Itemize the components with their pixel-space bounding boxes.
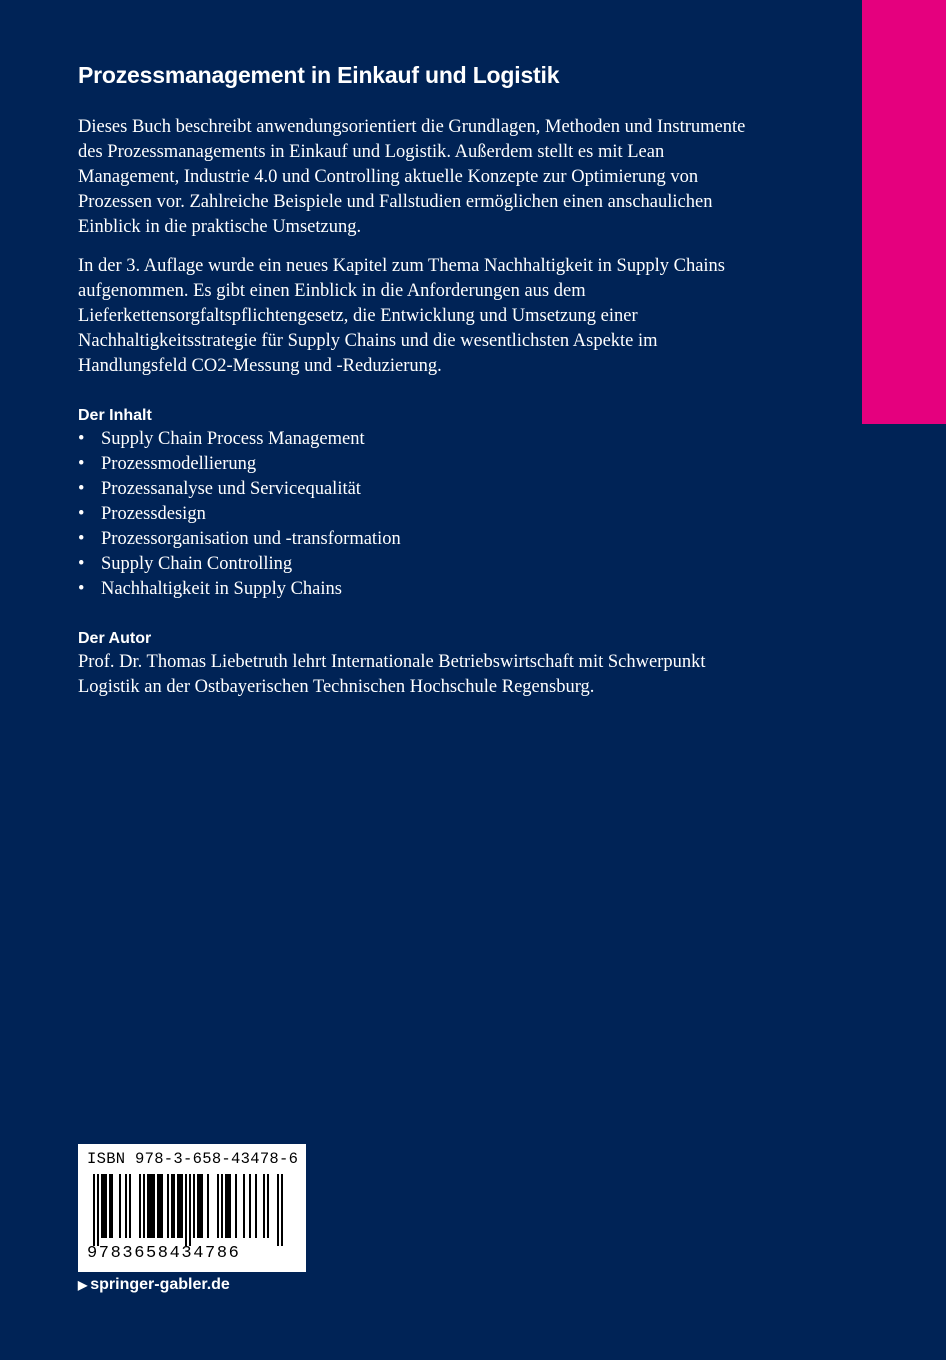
barcode-bar (243, 1174, 245, 1238)
barcode-bar (173, 1174, 175, 1238)
bullet-icon: • (78, 454, 85, 474)
barcode-bar (167, 1174, 169, 1238)
author-heading: Der Autor (78, 630, 152, 647)
author-bio: Prof. Dr. Thomas Liebetruth lehrt Internationale Betriebswirtschaft mit Schwerpunkt Logistik an der Ostbayerischen Technischen Hochschule Regensburg. (78, 652, 706, 697)
barcode-bar (157, 1174, 159, 1238)
website-url: springer-gabler.de (90, 1276, 230, 1293)
barcode-bar (225, 1174, 227, 1238)
barcode-bar (109, 1174, 111, 1238)
arrow-right-icon: ▶ (78, 1278, 88, 1292)
barcode-bar (189, 1174, 191, 1246)
barcode-bar (129, 1174, 131, 1238)
barcode-bar (199, 1174, 201, 1238)
barcode-bar (255, 1174, 257, 1238)
barcode-bar (221, 1174, 223, 1238)
bullet-icon: • (78, 479, 85, 499)
barcode-bar (249, 1174, 251, 1238)
barcode-bar (97, 1174, 99, 1246)
barcode-bar (93, 1174, 95, 1246)
barcode-bar (227, 1174, 229, 1238)
book-title: Prozessmanagement in Einkauf und Logistik (78, 62, 560, 88)
barcode-bar (181, 1174, 183, 1238)
barcode-bar (105, 1174, 107, 1238)
barcode-bar (263, 1174, 265, 1238)
list-item: • Supply Chain Process Management (78, 427, 778, 452)
list-item: • Prozessdesign (78, 502, 778, 527)
bullet-icon: • (78, 429, 85, 449)
bullet-icon: • (78, 579, 85, 599)
barcode-bar (201, 1174, 203, 1238)
barcode-bar (139, 1174, 141, 1238)
bullet-icon: • (78, 554, 85, 574)
description-paragraph-1: Dieses Buch beschreibt anwendungsorientiert die Grundlagen, Methoden und Instrumente des Prozessmanagements in Einkauf und Logistik. Außerdem stellt es mit Lean Management, Industrie 4.0 und Controlling aktuelle Konzepte zur Optimierung von Prozessen vor. Zahlreiche Beispiele und Fallstudien ermöglichen einen anschaulichen Einblick in die praktische Umsetzung. (78, 117, 746, 237)
barcode-digits: 9783658434786 (87, 1244, 241, 1263)
barcode-bar (171, 1174, 173, 1238)
list-item: • Nachhaltigkeit in Supply Chains (78, 577, 778, 602)
barcode-bar (125, 1174, 127, 1238)
accent-bar (862, 0, 946, 424)
list-item: • Prozessmodellierung (78, 452, 778, 477)
barcode-bar (153, 1174, 155, 1238)
barcode-bar (185, 1174, 187, 1246)
barcode-bar (161, 1174, 163, 1238)
barcode-bar (143, 1174, 145, 1238)
barcode-bar (119, 1174, 121, 1238)
bullet-icon: • (78, 504, 85, 524)
barcode-bar (207, 1174, 209, 1238)
back-cover-content (78, 62, 778, 700)
barcode-bar (149, 1174, 151, 1238)
barcode-bar (179, 1174, 181, 1238)
content-heading: Der Inhalt (78, 407, 152, 424)
barcode-bar (103, 1174, 105, 1238)
publisher-website[interactable] (78, 1276, 230, 1294)
barcode-bar (111, 1174, 113, 1238)
barcode-bar (229, 1174, 231, 1238)
barcode-bar (193, 1174, 195, 1238)
barcode-bar (235, 1174, 237, 1238)
barcode-bar (281, 1174, 283, 1246)
barcode-bar (197, 1174, 199, 1238)
barcode-bar (151, 1174, 153, 1238)
description-paragraph-2: In der 3. Auflage wurde ein neues Kapitel zum Thema Nachhaltigkeit in Supply Chains aufgenommen. Es gibt einen Einblick in die Anforderungen aus dem Lieferkettensorgfaltspflichtengesetz, die Entwicklung und Umsetzung einer Nachhaltigkeitsstrategie für Supply Chains und die wesentlichsten Aspekte im Handlungsfeld CO2-Messung und -Reduzierung. (78, 256, 725, 376)
barcode-bar (101, 1174, 103, 1238)
list-item: • Prozessanalyse und Servicequalität (78, 477, 778, 502)
barcode-bars (87, 1174, 297, 1246)
barcode-bar (277, 1174, 279, 1246)
barcode-bar (267, 1174, 269, 1238)
barcode-bar (177, 1174, 179, 1238)
barcode-bar (147, 1174, 149, 1238)
barcode-bar (217, 1174, 219, 1238)
isbn-barcode (78, 1144, 306, 1272)
bullet-icon: • (78, 529, 85, 549)
list-item: • Prozessorganisation und -transformation (78, 527, 778, 552)
list-item: • Supply Chain Controlling (78, 552, 778, 577)
barcode-bar (159, 1174, 161, 1238)
content-list (78, 427, 778, 602)
isbn-label: ISBN 978-3-658-43478-6 (87, 1150, 299, 1168)
